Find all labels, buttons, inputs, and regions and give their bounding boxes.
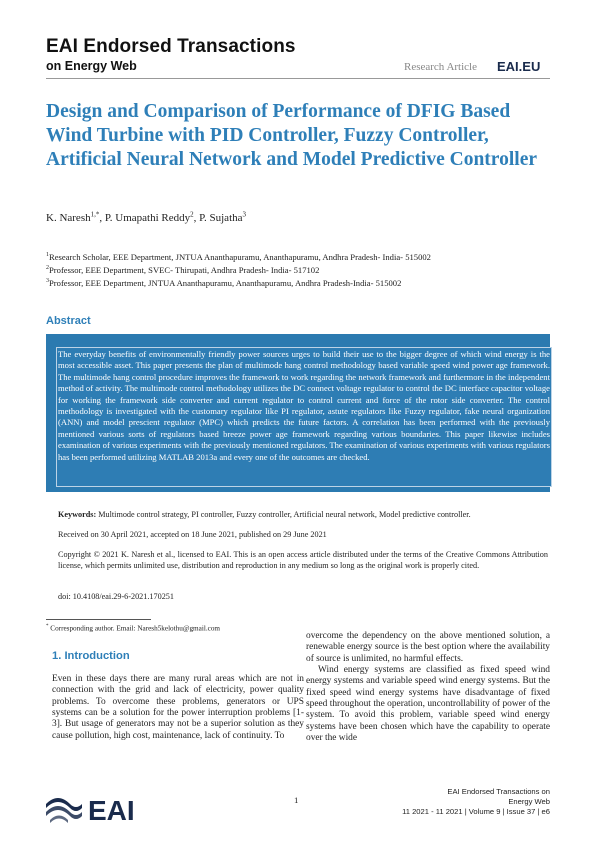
author: P. Sujatha$^3$ xyxy=(199,210,247,224)
intro-column-left xyxy=(52,674,304,742)
intro-column-right xyxy=(306,631,550,744)
paragraph: Wind energy systems are classified as fixed speed wind energy systems and variable speed wind energy systems. But the fixed speed wind energy systems have disadvantage of fixed speed throughout the operation, uncontrollability of power of the system. To avoid this problem, variable speed wind energy systems have been chosen which have the capability to operate over the wide xyxy=(306,665,550,744)
section-heading-introduction: 1. Introduction xyxy=(52,650,130,662)
journal-subtitle: on Energy Web xyxy=(46,59,137,73)
affiliation: $^2$Professor, EEE Department, SVEC- Thirupati, Andhra Pradesh- India- 517102 xyxy=(46,265,320,275)
page-number: 1 xyxy=(294,795,299,805)
abstract-text: The everyday benefits of environmentally friendly power sources urges to build their use to the bigger degree of which wind energy is the most accessible asset. This paper presents the plan of multimode hang control methodology based variable speed wind power age framework. The multimode hang control procedure improves the framework to work regarding the network framework and furthermore in the independent method of activity. The multimode control methodology utilizes the DC connect voltage regulator to control the DC interface capacitor voltage for working the framework side converter and current regulator to control current and force of the rotor side converter. The control methodology is investigated with the customary regulator like PI regulator, astute regulators like Fuzzy regulator, fake neural organization (ANN) and model prescient regulator (MPC) which predicts the future factors. A correlation has been performed with the previously mentioned various sorts of regulators based breeze power age framework regarding various boundaries. This paper likewise includes examination of various experiments with the previously mentioned regulators. The examination of various experiments with various regulators has been performed utilizing MATLAB 2013a and every one of the outcomes are checked. xyxy=(58,349,550,462)
author: K. Naresh$^{1,*}$, xyxy=(46,210,105,224)
author: P. Umapathi Reddy$^2$, xyxy=(104,210,200,224)
paper-title: Design and Comparison of Performance of DFIG Based Wind Turbine with PID Controller, Fuzzy Controller, Artificial Neural Network and Model Predictive Controller xyxy=(46,101,538,170)
header-divider xyxy=(46,78,550,79)
article-type: Research Article xyxy=(404,61,477,73)
author-list xyxy=(46,210,246,224)
corresponding-author-footnote: * Corresponding author. Email: Naresh5kelothu@gmail.com xyxy=(46,624,220,633)
eai-logo xyxy=(44,790,164,826)
copyright-notice: Copyright © 2021 K. Naresh et al., licensed to EAI. This is an open access article distributed under the terms of the Creative Commons Attribution license, which permits unlimited use, distribution and reproduction in any medium so long as the original work is properly cited. xyxy=(58,550,548,570)
footnote-divider xyxy=(46,619,151,620)
svg-text:EAI: EAI xyxy=(88,795,135,826)
paragraph: overcome the dependency on the above mentioned solution, a renewable energy source is the best option where the availability of source is unlimited, no harmful effects. xyxy=(306,631,550,664)
affiliation: $^3$Professor, EEE Department, JNTUA Ananthapuramu, Ananthapuramu, Andhra Pradesh-India- 515002 xyxy=(46,278,402,288)
affiliation: $^1$Research Scholar, EEE Department, JNTUA Ananthapuramu, Ananthapuramu, Andhra Pradesh- India- 515002 xyxy=(46,252,431,262)
brand-logo: EAI.EU xyxy=(497,59,541,74)
abstract-heading: Abstract xyxy=(46,315,91,327)
journal-name: EAI Endorsed Transactions xyxy=(46,36,296,57)
wave-mark-icon xyxy=(46,798,82,823)
doi: doi: 10.4108/eai.29-6-2021.170251 xyxy=(58,592,174,601)
paragraph: Even in these days there are many rural areas which are not in connection with the grid and lack of electricity, power quality problems. To overcome these problems, generators or UPS systems can be a solution for the power interruption problems [1-3]. But usage of generators may not be a superior solution as they cause pollution, high cost, maintenance, lack of continuity. To xyxy=(52,674,304,741)
keywords: Keywords: Multimode control strategy, PI controller, Fuzzy controller, Artificial neural network, Model predictive controller. xyxy=(58,510,471,519)
received-dates: Received on 30 April 2021, accepted on 18 June 2021, published on 29 June 2021 xyxy=(58,530,327,539)
footer-journal-info: EAI Endorsed Transactions on Energy Web 11 2021 - 11 2021 | Volume 9 | Issue 37 | e6 xyxy=(402,787,550,817)
